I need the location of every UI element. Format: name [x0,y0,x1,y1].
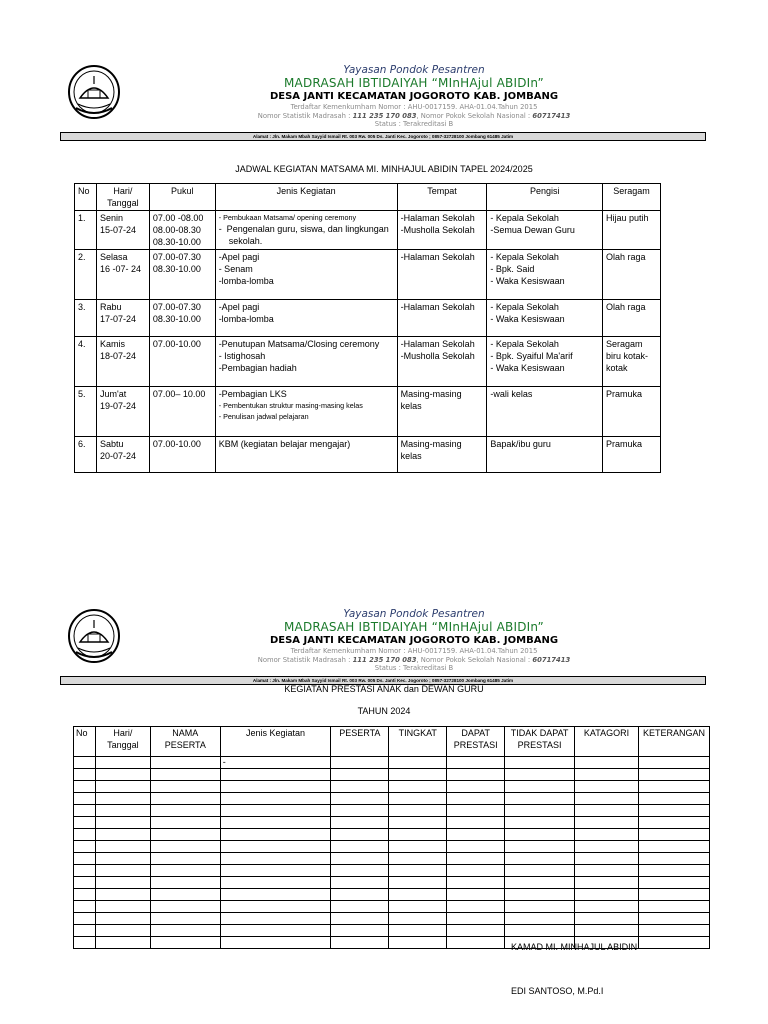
school-logo-icon [66,64,122,120]
cell-no: 4. [75,337,97,387]
table-cell [638,841,709,853]
table-cell [220,793,331,805]
table-cell [150,769,220,781]
table-cell [220,865,331,877]
table-cell [389,841,447,853]
cell-pengisi: -wali kelas [487,387,603,437]
table-cell [447,757,505,769]
table-cell [74,769,96,781]
table-cell [150,781,220,793]
cell-kegiatan: KBM (kegiatan belajar mengajar) [215,437,397,473]
table-row [75,337,661,387]
table2-title: KEGIATAN PRESTASI ANAK dan DEWAN GURU [284,684,484,694]
yayasan-name: Yayasan Pondok Pesantren [343,64,485,76]
table-cell [575,853,639,865]
table-cell [74,793,96,805]
terdaftar-line: Terdaftar Kemenkumham Nomor : AHU-0017159. AHA-01.04.Tahun 2015 [290,647,538,655]
cell-pengisi: - Kepala Sekolah - Bpk. Said - Waka Kesiswaan [487,250,603,300]
table-cell [331,817,389,829]
table-cell [95,769,150,781]
table-cell [331,793,389,805]
table-cell [74,805,96,817]
table-cell [331,865,389,877]
table-cell [447,769,505,781]
table-cell [220,817,331,829]
table-cell [447,841,505,853]
table-row [74,865,710,877]
header-no: No [74,727,96,757]
table-cell [505,889,575,901]
table-cell [95,829,150,841]
table-cell [150,817,220,829]
cell-no: 2. [75,250,97,300]
table2-subtitle: TAHUN 2024 [357,706,411,716]
nsm-line: Nomor Statistik Madrasah : 111 235 170 083, Nomor Pokok Sekolah Nasional : 60717413 [257,111,571,120]
table-cell [331,757,389,769]
cell-pukul: 07.00-10.00 [149,437,215,473]
table-cell [505,805,575,817]
table-cell [220,769,331,781]
table-cell [74,817,96,829]
table-row [74,757,710,769]
table-cell [95,925,150,937]
table-cell [150,841,220,853]
cell-pengisi: - Kepala Sekolah - Bpk. Syaiful Ma'arif - Waka Kesiswaan [487,337,603,387]
cell-kegiatan: -Apel pagi -lomba-lomba [215,300,397,337]
table-row [74,817,710,829]
table-row [74,829,710,841]
table-cell [74,937,96,949]
achievement-table [73,726,710,949]
table-cell [389,829,447,841]
table-cell [447,793,505,805]
table-cell [150,865,220,877]
table-row [74,853,710,865]
table-cell [389,913,447,925]
table-cell [95,865,150,877]
letterhead-text [122,64,706,129]
cell-hari-tanggal: Rabu 17-07-24 [96,300,149,337]
table-cell [505,841,575,853]
cell-seragam: Pramuka [603,387,661,437]
table-cell [220,853,331,865]
desa-line: DESA JANTI KECAMATAN JOGOROTO KAB. JOMBANG [269,635,559,646]
madrasah-name: MADRASAH IBTIDAIYAH “MInHAjul ABIDIn” [284,76,544,90]
table-cell [505,757,575,769]
cell-hari-tanggal: Sabtu 20-07-24 [96,437,149,473]
table-cell [389,817,447,829]
table-row [74,877,710,889]
table-cell [95,889,150,901]
table-row [74,925,710,937]
table-row [75,211,661,250]
table-cell [389,877,447,889]
table-cell [447,817,505,829]
cell-hari-tanggal: Jum'at 19-07-24 [96,387,149,437]
table-cell [95,937,150,949]
cell-tempat: -Halaman Sekolah -Musholla Sekolah [397,337,487,387]
table-cell [575,901,639,913]
table-cell [95,817,150,829]
cell-pengisi: Bapak/ibu guru [487,437,603,473]
cell-pukul: 07.00-07.30 08.30-10.00 [149,300,215,337]
table-cell [331,841,389,853]
cell-hari-tanggal: Selasa 16 -07- 24 [96,250,149,300]
table-cell [389,937,447,949]
table-cell [505,877,575,889]
table-cell [447,901,505,913]
table-cell [447,805,505,817]
table-cell [389,901,447,913]
cell-kegiatan: - Pembukaan Matsama/ opening ceremony - Pengenalan guru, siswa, dan lingkungan sekolah. [215,211,397,250]
table-cell [447,925,505,937]
table-cell [331,781,389,793]
table-cell [389,805,447,817]
table-cell [331,769,389,781]
table-cell [220,805,331,817]
table-cell [389,781,447,793]
table-cell [95,853,150,865]
table-cell [575,769,639,781]
table-cell [150,889,220,901]
table-cell [575,913,639,925]
table-cell [220,781,331,793]
table-cell [331,901,389,913]
header-kegiatan: Jenis Kegiatan [215,184,397,211]
table-cell [74,901,96,913]
table-cell [220,829,331,841]
table-row [75,250,661,300]
terdaftar-line: Terdaftar Kemenkumham Nomor : AHU-0017159. AHA-01.04.Tahun 2015 [290,103,538,111]
table-cell [95,841,150,853]
table-cell [447,829,505,841]
cell-seragam: Hijau putih [603,211,661,250]
table-cell [95,757,150,769]
table-cell [389,793,447,805]
address-bar: Alamat : Jln. Makam Mbah Sayyid Ismail Rt. 003 Rw. 005 Ds. Janti Kec. Jogoroto ; 0857-32728100 Jombang 61485 Jatim [60,132,706,141]
table-cell [505,913,575,925]
table-cell [150,793,220,805]
cell-tempat: -Halaman Sekolah [397,250,487,300]
letterhead-top [62,64,706,144]
cell-no: 6. [75,437,97,473]
desa-line: DESA JANTI KECAMATAN JOGOROTO KAB. JOMBANG [269,91,559,102]
table-cell [95,901,150,913]
table-cell [74,841,96,853]
table-cell [638,865,709,877]
table-cell [638,901,709,913]
table-cell [505,781,575,793]
letterhead-text [122,608,706,673]
table-cell [505,925,575,937]
header-jenis-kegiatan: Jenis Kegiatan [220,727,331,757]
table-cell [95,913,150,925]
table-cell [638,805,709,817]
table-cell [575,841,639,853]
table-cell [638,853,709,865]
table-cell [150,901,220,913]
cell-kegiatan: -Apel pagi - Senam -lomba-lomba [215,250,397,300]
cell-kegiatan: -Penutupan Matsama/Closing ceremony - Istighosah -Pembagian hadiah [215,337,397,387]
cell-no: 1. [75,211,97,250]
table-row [74,769,710,781]
table-cell [638,925,709,937]
table-cell [447,913,505,925]
table-row [74,841,710,853]
table-cell [220,901,331,913]
table-cell [74,913,96,925]
cell-tempat: Masing-masing kelas [397,387,487,437]
cell-pukul: 07.00-10.00 [149,337,215,387]
table-cell [95,793,150,805]
table-cell [575,793,639,805]
table-cell [575,877,639,889]
table-cell [74,829,96,841]
table-row [74,805,710,817]
table-cell [447,853,505,865]
header-tidak-dapat-prestasi: TIDAK DAPAT PRESTASI [505,727,575,757]
table-cell [505,901,575,913]
table-cell [638,877,709,889]
table-cell [389,925,447,937]
header-dapat-prestasi: DAPAT PRESTASI [447,727,505,757]
table-cell [505,793,575,805]
table-cell [575,805,639,817]
table-cell [638,829,709,841]
cell-tempat: -Halaman Sekolah -Musholla Sekolah [397,211,487,250]
cell-tempat: -Halaman Sekolah [397,300,487,337]
header-pukul: Pukul [149,184,215,211]
header-tempat: Tempat [397,184,487,211]
status-line: Status : Terakreditasi B [374,120,454,128]
table-cell [74,757,96,769]
table-cell [331,937,389,949]
status-line: Status : Terakreditasi B [374,664,454,672]
table-cell [447,877,505,889]
table-cell [74,781,96,793]
cell-kegiatan: -Pembagian LKS - Pembentukan struktur masing-masing kelas - Penulisan jadwal pelajaran [215,387,397,437]
table-cell [331,829,389,841]
table-row [74,793,710,805]
address-bar: Alamat : Jln. Makam Mbah Sayyid Ismail Rt. 003 Rw. 005 Ds. Janti Kec. Jogoroto ; 0857-32728100 Jombang 61485 Jatim [60,676,706,685]
table-cell [95,781,150,793]
signature-title: KAMAD MI. MINHAJUL ABIDIN [511,942,638,952]
table-row [75,387,661,437]
table-cell [575,817,639,829]
table-cell [575,925,639,937]
table-cell [505,829,575,841]
table-cell [74,853,96,865]
table1-title: JADWAL KEGIATAN MATSAMA MI. MINHAJUL ABIDIN TAPEL 2024/2025 [235,164,533,174]
table-cell [220,913,331,925]
table-cell [638,769,709,781]
cell-pukul: 07.00-07.30 08.30-10.00 [149,250,215,300]
table-cell [331,877,389,889]
table-cell [150,937,220,949]
school-logo-icon [66,608,122,664]
table-cell [95,877,150,889]
table-row [74,781,710,793]
table-cell [638,889,709,901]
table-cell [95,805,150,817]
table-cell [150,913,220,925]
header-hari: Hari/ Tanggal [96,184,149,211]
table-cell [74,877,96,889]
table-cell [638,913,709,925]
table-cell [447,865,505,877]
header-hari: Hari/ Tanggal [95,727,150,757]
cell-hari-tanggal: Senin 15-07-24 [96,211,149,250]
table-cell [389,769,447,781]
table-cell [447,889,505,901]
table-row [75,437,661,473]
madrasah-name: MADRASAH IBTIDAIYAH “MInHAjul ABIDIn” [284,620,544,634]
table-cell [447,781,505,793]
header-keterangan: KETERANGAN [638,727,709,757]
header-nama-peserta: NAMA PESERTA [150,727,220,757]
nsm-line: Nomor Statistik Madrasah : 111 235 170 083, Nomor Pokok Sekolah Nasional : 60717413 [257,655,571,664]
signature-name: EDI SANTOSO, M.Pd.I [511,986,604,996]
table-cell [638,937,709,949]
table-cell [150,805,220,817]
table-row [74,901,710,913]
cell-pukul: 07.00– 10.00 [149,387,215,437]
table-cell [331,889,389,901]
table-cell [220,925,331,937]
table-cell [220,877,331,889]
table-cell [575,781,639,793]
table-cell [74,889,96,901]
cell-seragam: Pramuka [603,437,661,473]
table-cell [638,793,709,805]
table-cell: - [220,757,331,769]
table-cell [220,841,331,853]
table-cell [505,769,575,781]
table-cell [220,889,331,901]
cell-pengisi: - Kepala Sekolah -Semua Dewan Guru [487,211,603,250]
table-cell [74,865,96,877]
table-row [75,300,661,337]
cell-hari-tanggal: Kamis 18-07-24 [96,337,149,387]
table-cell [150,757,220,769]
table-cell [331,925,389,937]
cell-pukul: 07.00 -08.00 08.00-08.30 08.30-10.00 [149,211,215,250]
table-row [74,889,710,901]
header-seragam: Seragam [603,184,661,211]
table-cell [150,925,220,937]
schedule-table [74,183,661,473]
table-cell [389,889,447,901]
table-cell [150,877,220,889]
table-cell [74,925,96,937]
table-cell [505,853,575,865]
table-cell [575,829,639,841]
header-peserta: PESERTA [331,727,389,757]
table-cell [575,889,639,901]
table-cell [638,781,709,793]
table-cell [150,829,220,841]
table-cell [331,913,389,925]
table-header-row [75,184,661,211]
letterhead-bottom [62,608,706,688]
table-cell [331,853,389,865]
cell-seragam: Seragam biru kotak- kotak [603,337,661,387]
table-row [74,913,710,925]
table-cell [331,805,389,817]
cell-pengisi: - Kepala Sekolah - Waka Kesiswaan [487,300,603,337]
table-cell [150,853,220,865]
table-cell [389,757,447,769]
yayasan-name: Yayasan Pondok Pesantren [343,608,485,620]
cell-no: 3. [75,300,97,337]
cell-seragam: Olah raga [603,250,661,300]
table-cell [575,757,639,769]
table-cell [220,937,331,949]
table-cell [447,937,505,949]
cell-tempat: Masing-masing kelas [397,437,487,473]
header-pengisi: Pengisi [487,184,603,211]
table-cell [505,817,575,829]
table-cell [389,865,447,877]
table-cell [638,817,709,829]
table-cell [505,865,575,877]
header-katagori: KATAGORI [575,727,639,757]
header-no: No [75,184,97,211]
header-tingkat: TINGKAT [389,727,447,757]
table-header-row [74,727,710,757]
table-cell [389,853,447,865]
cell-no: 5. [75,387,97,437]
table-cell [638,757,709,769]
table-cell [575,865,639,877]
cell-seragam: Olah raga [603,300,661,337]
